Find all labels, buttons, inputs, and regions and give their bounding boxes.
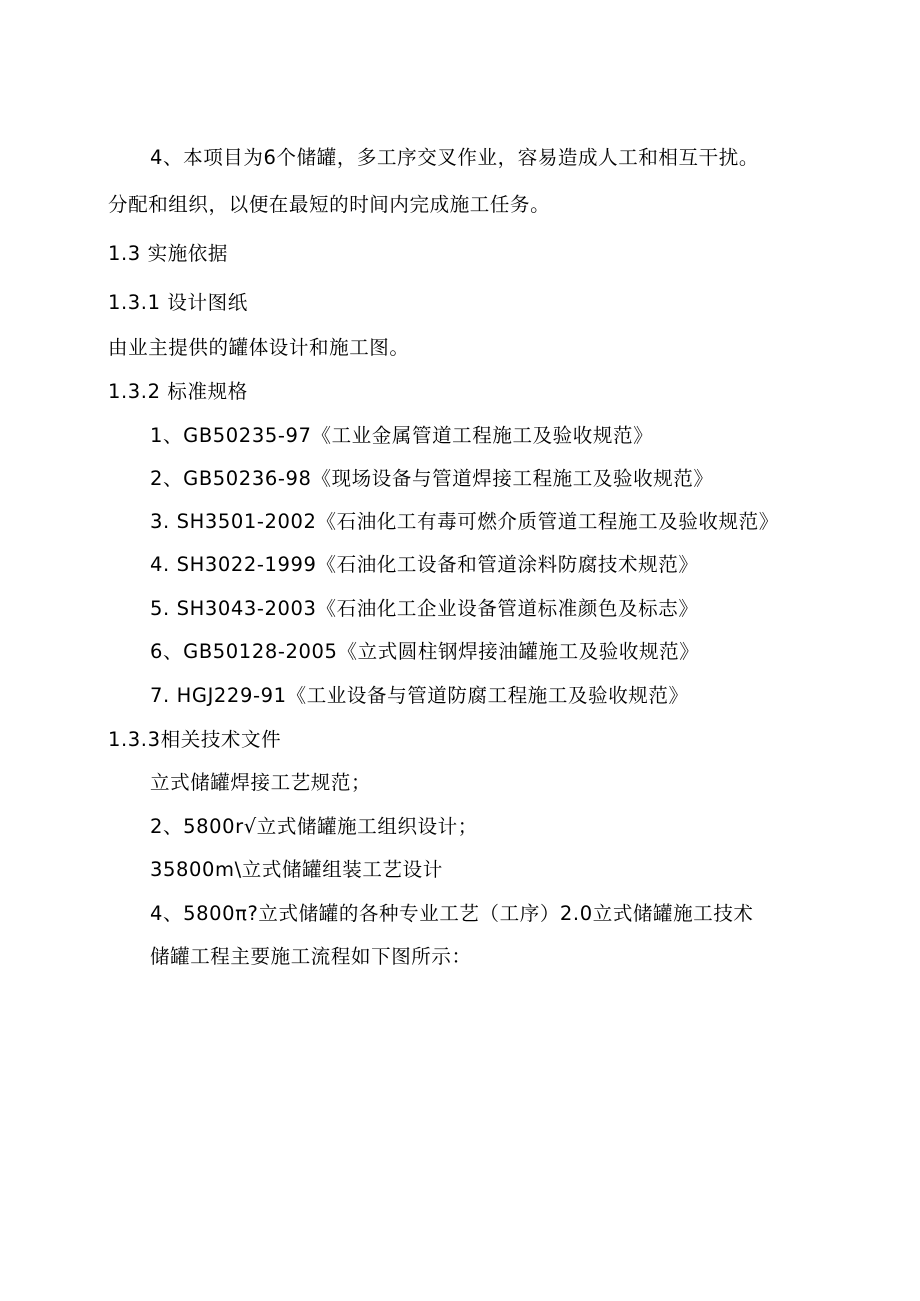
- standard-item: 3. SH3501-2002《石油化工有毒可燃介质管道工程施工及验收规范》: [150, 510, 779, 533]
- standard-item: 2、GB50236-98《现场设备与管道焊接工程施工及验收规范》: [150, 467, 714, 490]
- paragraph-line: 由业主提供的罐体设计和施工图。: [108, 336, 410, 359]
- standard-item: 7. HGJ229-91《工业设备与管道防腐工程施工及验收规范》: [150, 684, 689, 707]
- standard-item: 5. SH3043-2003《石油化工企业设备管道标准颜色及标志》: [150, 597, 699, 620]
- paragraph-line: 分配和组织，以便在最短的时间内完成施工任务。: [108, 193, 551, 216]
- standard-item: 6、GB50128-2005《立式圆柱钢焊接油罐施工及验收规范》: [150, 640, 700, 663]
- document-item: 立式储罐焊接工艺规范；: [150, 771, 372, 794]
- subsection-heading: 1.3.1 设计图纸: [108, 291, 248, 314]
- paragraph-line: 4、本项目为6个储罐，多工序交叉作业，容易造成人工和相互干扰。: [150, 146, 759, 169]
- standard-item: 1、GB50235-97《工业金属管道工程施工及验收规范》: [150, 424, 654, 447]
- standard-item: 4. SH3022-1999《石油化工设备和管道涂料防腐技术规范》: [150, 553, 699, 576]
- subsection-heading: 1.3.2 标准规格: [108, 380, 248, 403]
- paragraph-line: 储罐工程主要施工流程如下图所示：: [150, 945, 472, 968]
- document-item: 2、5800r√立式储罐施工组织设计；: [150, 815, 478, 838]
- subsection-heading: 1.3.3相关技术文件: [108, 728, 282, 751]
- document-item: 35800m\立式储罐组装工艺设计: [150, 858, 443, 881]
- document-item: 4、5800π?立式储罐的各种专业工艺（工序）2.0立式储罐施工技术: [150, 902, 754, 925]
- section-heading: 1.3 实施依据: [108, 242, 229, 265]
